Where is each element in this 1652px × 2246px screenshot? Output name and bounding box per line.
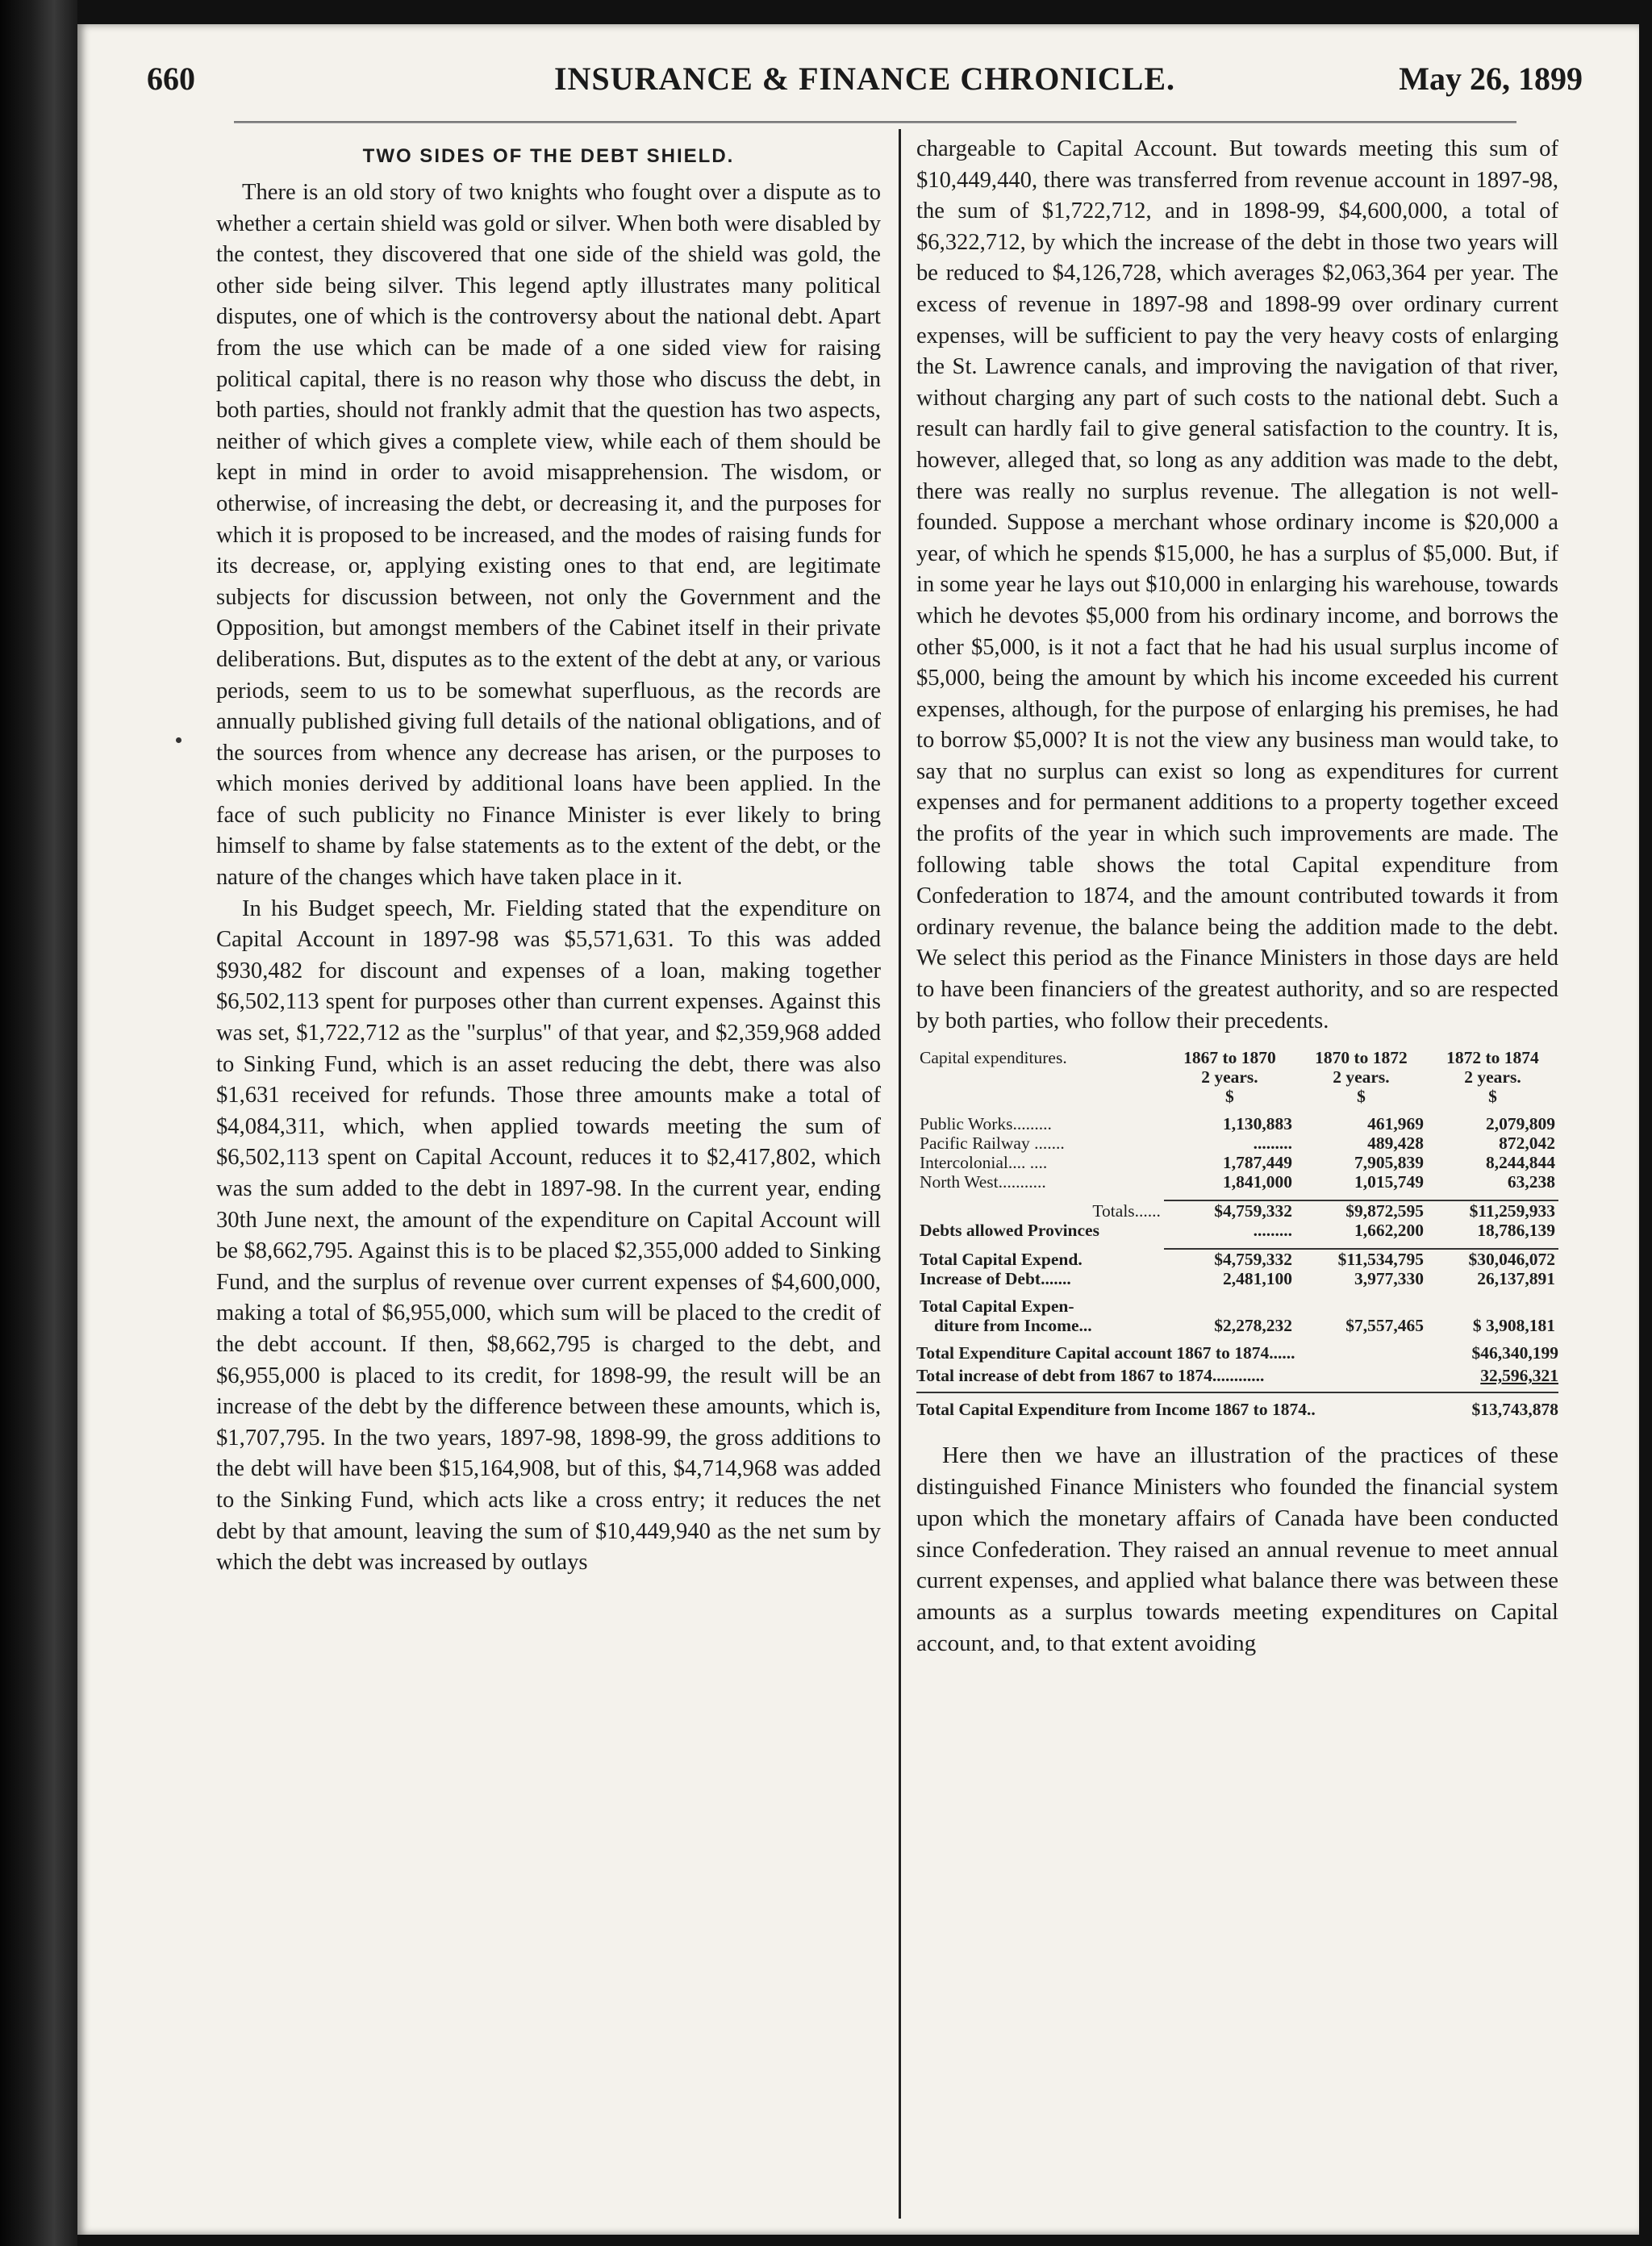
publication-title: INSURANCE & FINANCE CHRONICLE. (553, 61, 1176, 97)
cell: ......... (1253, 1221, 1292, 1241)
table-row (916, 1249, 1558, 1269)
cell: $11,534,795 (1295, 1249, 1427, 1269)
summary-label: Total Capital Expenditure from Income 1867 to 1874.. (916, 1400, 1316, 1420)
summary-value: $13,743,878 (1471, 1400, 1558, 1420)
cell: 489,428 (1367, 1133, 1424, 1154)
paragraph: Here then we have an illustration of the practices of these distinguished Finance Ministers who founded the financial system upon which the monetary affairs of Canada have been conducted since Confederation. They raised an annual revenue to meet annual current expenses, and applied what balance there was between these amounts as a surplus towards meeting expenditures on Capital account, and, to that extent avoiding (916, 1442, 1558, 1656)
table-row (916, 1269, 1558, 1288)
cell: 7,905,839 (1354, 1153, 1424, 1173)
table-header-label: Capital expenditures. (920, 1048, 1067, 1068)
cell: ......... (1253, 1133, 1292, 1154)
totals-row (916, 1200, 1558, 1221)
cell: 872,042 (1499, 1133, 1555, 1154)
row-label: diture from Income... (934, 1316, 1092, 1336)
cell: $4,759,332 (1164, 1249, 1295, 1269)
table-row (916, 1316, 1558, 1335)
cell: 2,079,809 (1486, 1114, 1555, 1134)
header-rule (234, 121, 1516, 123)
table-row (916, 1133, 1558, 1153)
row-label: Increase of Debt....... (920, 1269, 1071, 1289)
cell: $30,046,072 (1427, 1249, 1558, 1269)
row-label: Public Works......... (920, 1114, 1052, 1134)
row-label: Pacific Railway ....... (920, 1133, 1065, 1154)
row-label: Debts allowed Provinces (920, 1221, 1099, 1241)
column-period: 1870 to 1872 (1315, 1048, 1408, 1068)
right-column (916, 134, 1558, 1659)
cell: 1,841,000 (1222, 1172, 1292, 1192)
cell: 1,130,883 (1222, 1114, 1292, 1134)
book-binding-edge (0, 0, 77, 2246)
summary-label: Total increase of debt from 1867 to 1874............ (916, 1366, 1265, 1386)
table-row (916, 1221, 1558, 1240)
cell: $2,278,232 (1214, 1316, 1292, 1336)
cell: 1,662,200 (1354, 1221, 1424, 1241)
capital-expenditure-table (916, 1048, 1558, 1335)
summary-value: $46,340,199 (1471, 1343, 1558, 1363)
row-label: Total Capital Expend. (920, 1250, 1083, 1270)
column-period: 1867 to 1870 (1183, 1048, 1276, 1068)
column-span: 2 years. (1201, 1067, 1258, 1088)
row-label: Totals...... (1092, 1201, 1161, 1221)
table-row (916, 1114, 1558, 1133)
column-period: 1872 to 1874 (1446, 1048, 1539, 1068)
paragraph: In his Budget speech, Mr. Fielding stated that the expenditure on Capital Account in 1897-98 was $5,571,631. To this was added $930,482 for discount and expenses of a loan, making together $6,502,113 spent for purposes other than current expenses. Against this was set, $1,722,712 as the "surplus" of that year, and $2,359,968 added to Sinking Fund, which is an asset reducing the debt, there was also $1,631 received for refunds. Those three amounts make a total of $4,084,311, which, when applied towards meeting the sum of $6,502,113 spent on Capital Account, reduces it to $2,417,802, which was the sum added to the debt in 1897-98. In the current year, ending 30th June next, the amount of the expenditure on Capital Account will be $8,662,795. Against this is to be placed $2,355,000 added to Sinking Fund, and the surplus of revenue over current expenses of $4,600,000, making a total of $6,955,000, which sum will be placed to the credit of the debt account. If then, $8,662,795 is charged to the debt, and $6,955,000 is placed to its credit, for 1898-99, the result will be an increase of the debt by the difference between these amounts, which is, $1,707,795. In the two years, 1897-98, 1898-99, the gross additions to the debt will have been $15,164,908, but of this, $4,714,968 was added to the Sinking Fund, which acts like a cross entry; it reduces the net debt by that amount, leaving the sum of $10,449,940 as the net sum by which the debt was increased by outlays (216, 895, 881, 1576)
article-title: TWO SIDES OF THE DEBT SHIELD. (362, 145, 735, 167)
cell: 26,137,891 (1477, 1269, 1555, 1289)
column-rule (899, 129, 901, 2219)
column-unit: $ (1357, 1087, 1366, 1107)
cell: 3,977,330 (1354, 1269, 1424, 1289)
cell: 1,015,749 (1354, 1172, 1424, 1192)
cell: 1,787,449 (1222, 1153, 1292, 1173)
cell: $4,759,332 (1164, 1200, 1295, 1221)
cell: 63,238 (1507, 1172, 1555, 1192)
cell: $ 3,908,181 (1472, 1316, 1555, 1336)
page-header (147, 60, 1583, 108)
cell: 461,969 (1367, 1114, 1424, 1134)
column-header (1427, 1048, 1558, 1106)
row-label: North West........... (920, 1172, 1046, 1192)
cell: 18,786,139 (1477, 1221, 1555, 1241)
cell: 8,244,844 (1486, 1153, 1555, 1173)
margin-dot (176, 737, 181, 743)
cell: $9,872,595 (1295, 1200, 1427, 1221)
column-unit: $ (1225, 1087, 1234, 1107)
table-summary (916, 1342, 1558, 1421)
page-number: 660 (147, 61, 195, 97)
column-span: 2 years. (1333, 1067, 1390, 1088)
row-label: Intercolonial.... .... (920, 1153, 1048, 1173)
summary-row (916, 1392, 1558, 1421)
cell: $7,557,465 (1345, 1316, 1424, 1336)
column-span: 2 years. (1464, 1067, 1521, 1088)
column-header (1164, 1048, 1295, 1106)
row-label: Total Capital Expen- (920, 1296, 1074, 1317)
table-row (916, 1153, 1558, 1172)
table-row (916, 1296, 1558, 1316)
summary-row (916, 1342, 1558, 1364)
paragraph: There is an old story of two knights who fought over a dispute as to whether a certain shield was gold or silver. When both were disabled by the contest, they discovered that one side of the shield was gold, the other side being silver. This legend aptly illustrates many political disputes, one of which is the controversy about the national debt. Apart from the use which can be made of a one sided view for raising political capital, there is no reason why those who discuss the debt, in both parties, should not frankly admit that the question has two aspects, neither of which gives a complete view, while each of them should be kept in mind in order to avoid misapprehension. The wisdom, or otherwise, of increasing the debt, or decreasing it, and the purposes for which it is proposed to be increased, and the modes of raising funds for its decrease, or, applying existing ones to that end, are legitimate subjects for discussion between, not only the Government and the Opposition, but amongst members of the Cabinet itself in their private deliberations. But, disputes as to the extent of the debt at any, or various periods, seem to us to be somewhat superfluous, as the records are annually published giving full details of the national obligations, and of the sources from whence any decrease has arisen, or the purposes to which monies derived by additional loans have been applied. In the face of such publicity no Finance Minister is ever likely to bring himself to shame by false statements as to the extent of the debt, or the nature of the changes which have taken place in it. (216, 180, 881, 891)
paragraph: chargeable to Capital Account. But towards meeting this sum of $10,449,440, there was transferred from revenue account in 1897-98, the sum of $1,722,712, and in 1898-99, $4,600,000, a total of $6,322,712, by which the increase of the debt in those two years will be reduced to $4,126,728, which averages $2,063,364 per year. The excess of revenue in 1897-98 and 1898-99 over ordinary current expenses, will be sufficient to pay the very heavy costs of enlarging the St. Lawrence canals, and improving the navigation of that river, without charging any part of such costs to the national debt. Such a result can hardly fail to give general satisfaction to the country. It is, however, alleged that, so long as any addition was made to the debt, there was really no surplus revenue. The allegation is not well-founded. Suppose a merchant whose ordinary income is $20,000 a year, of which he spends $15,000, he has a surplus of $5,000. But, if in some year he lays out $10,000 in enlarging his warehouse, towards which he devotes $5,000 from his ordinary income, and borrows the other $5,000, is it not a fact that he had his usual surplus income of $5,000, being the amount by which his income exceeded his current expenses, although, for the purpose of enlarging his premises, he had to borrow $5,000? It is not the view any business man would take, to say that no surplus can exist so long as expenditures for current expenses and for permanent additions to a property together exceed the profits of the year in which such improvements are made. The following table shows the total Capital expenditure from Confederation to 1874, and the amount contributed towards it from ordinary revenue, the balance being the addition made to the debt. We select this period as the Finance Ministers in those days are held to have been financiers of the greatest authority, and so are respected by both parties, who follow their precedents. (916, 136, 1558, 1033)
summary-row (916, 1364, 1558, 1387)
cell: 2,481,100 (1222, 1269, 1292, 1289)
cell: $11,259,933 (1427, 1200, 1558, 1221)
issue-date: May 26, 1899 (1399, 61, 1583, 97)
table-row (916, 1172, 1558, 1192)
summary-value: 32,596,321 (1480, 1366, 1558, 1386)
column-unit: $ (1488, 1087, 1497, 1107)
summary-label: Total Expenditure Capital account 1867 to 1874...... (916, 1343, 1295, 1363)
left-column (216, 134, 881, 1579)
column-header (1295, 1048, 1427, 1106)
